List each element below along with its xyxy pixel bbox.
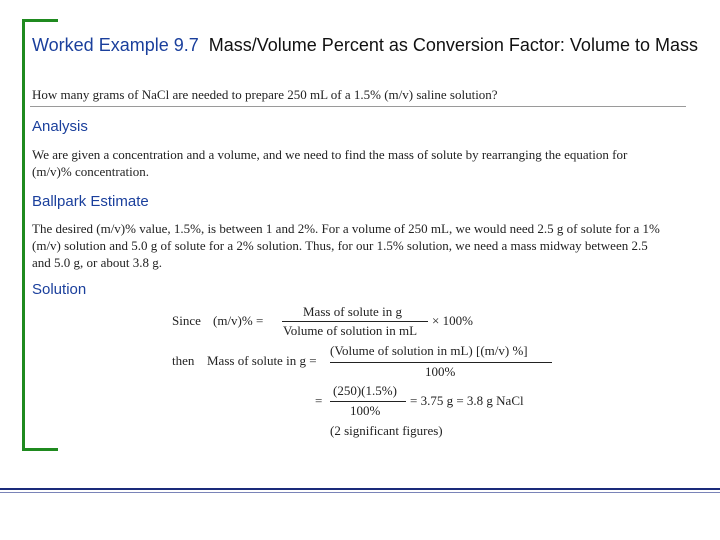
calc-result: = 3.75 g = 3.8 g NaCl: [410, 393, 524, 408]
question-text: How many grams of NaCl are needed to prepare 250 mL of a 1.5% (m/v) saline solution?: [32, 87, 498, 102]
calc-denominator: 100%: [350, 403, 381, 418]
green-bracket-side: [22, 19, 25, 451]
estimate-text: The desired (m/v)% value, 1.5%, is between 1 and 2%. For a volume of 250 mL, we would need 2.5 g of solute for a 1% (m/v) solution and 5.0 g of solute for a 2% solution. Thus, for our 1.5% solution, we need a mass midway between 2.5 and 5.0 g, or about 3.8 g.: [32, 221, 660, 270]
solution-heading: Solution: [32, 281, 87, 298]
since-fraction-bar: [282, 321, 428, 322]
divider: [30, 106, 686, 107]
example-number: Worked Example 9.7: [32, 35, 199, 55]
since-denominator: Volume of solution in mL: [283, 323, 418, 338]
analysis-heading: Analysis: [32, 118, 88, 135]
then-label: then: [172, 353, 195, 368]
since-numerator: Mass of solute in g: [303, 304, 402, 319]
analysis-text: We are given a concentration and a volume, and we need to find the mass of solute by rearranging the equation for (m/v)% concentration.: [32, 147, 628, 179]
calc-numerator: (250)(1.5%): [333, 383, 397, 398]
since-times: × 100%: [432, 313, 473, 328]
since-lhs: (m/v)% =: [213, 313, 264, 328]
green-bracket-top: [22, 19, 58, 22]
footer-rule-thin: [0, 492, 720, 493]
then-numerator: (Volume of solution in mL) [(m/v) %]: [330, 343, 528, 358]
estimate-heading: Ballpark Estimate: [32, 193, 149, 210]
sig-figs-note: (2 significant figures): [330, 423, 443, 438]
example-title-text: Mass/Volume Percent as Conversion Factor: Volume to Mass: [208, 35, 698, 55]
then-denominator: 100%: [425, 364, 456, 379]
since-label: Since: [172, 313, 201, 328]
green-bracket-bottom: [22, 448, 58, 451]
then-lhs: Mass of solute in g =: [207, 353, 317, 368]
page-title: [32, 34, 702, 57]
calc-equals: =: [315, 393, 323, 408]
then-fraction-bar: [330, 362, 552, 363]
footer-rule: [0, 488, 720, 490]
calc-fraction-bar: [330, 401, 406, 402]
